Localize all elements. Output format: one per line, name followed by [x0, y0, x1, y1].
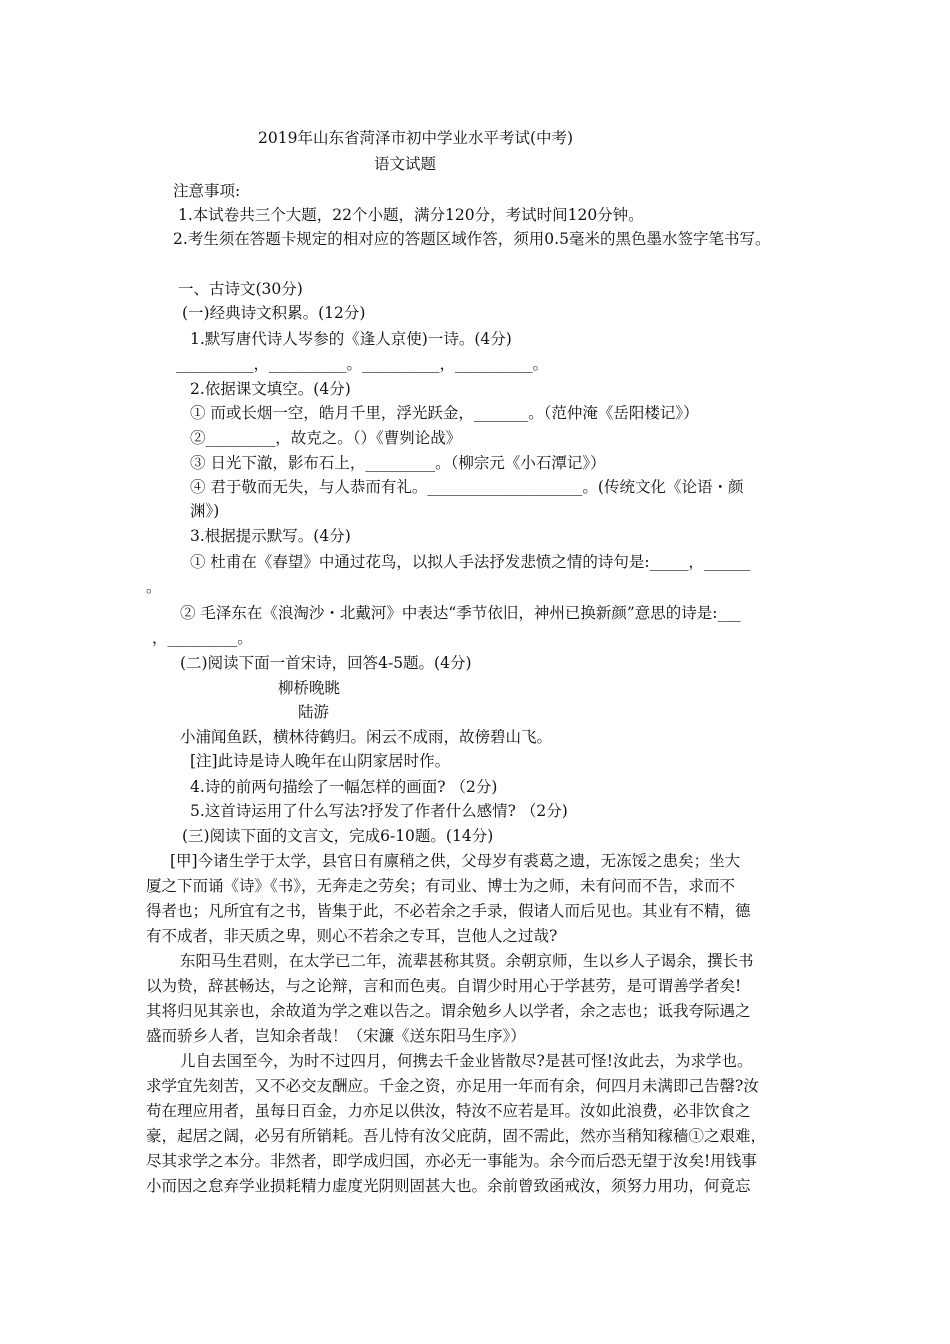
passage-line: 东阳马生君则，在太学已二年，流辈甚称其贤。余朝京师，生以乡人子谒余，撰长书 — [180, 952, 754, 970]
notice-heading: 注意事项: — [173, 182, 241, 200]
question-2-item: ① 而或长烟一空，皓月千里，浮光跃金，_______。（范仲淹《岳阳楼记》） — [190, 404, 699, 422]
poem-text: 小浦闻鱼跃，横林待鹤归。闲云不成雨，故傍碧山飞。 — [180, 728, 553, 746]
question-3-item-end: ，_________。 — [152, 629, 253, 647]
poem-note: [注]此诗是诗人晚年在山阴家居时作。 — [190, 752, 451, 770]
poem-author: 陆游 — [298, 703, 330, 721]
question-2: 2.依据课文填空。(4分) — [190, 380, 351, 398]
question-2-item: ③ 日光下澈，影布石上，_________。（柳宗元《小石潭记》） — [190, 454, 606, 472]
document-title: 2019年山东省菏泽市初中学业水平考试(中考) — [258, 129, 574, 147]
passage-line: 得者也；凡所宜有之书，皆集于此，不必若余之手录，假诸人而后见也。其业有不精，德 — [146, 902, 751, 920]
passage-line: 豪，起居之阔，必另有所销耗。吾儿恃有汝父庇荫，固不需此，然亦当稍知稼穑①之艰难， — [146, 1127, 767, 1145]
question-3-item: ② 毛泽东在《浪淘沙・北戴河》中表达“季节依旧，神州已换新颜”意思的诗是:___ — [180, 604, 741, 622]
part-heading: (三)阅读下面的文言文，完成6-10题。(14分) — [182, 827, 494, 845]
question-2-item: ④ 君于敬而无失，与人恭而有礼。____________________。(传统文化《论语・颜 — [190, 478, 744, 496]
notice-item: 2.考生须在答题卡规定的相对应的答题区域作答，须用0.5毫米的黑色墨水签字笔书写。 — [173, 230, 771, 248]
document-subtitle: 语文试题 — [374, 155, 437, 173]
passage-line: 以为贽，辞甚畅达，与之论辩，言和而色夷。自谓少时用心于学甚劳，是可谓善学者矣! — [146, 977, 742, 995]
part-heading: (二)阅读下面一首宋诗，回答4-5题。(4分) — [180, 654, 472, 672]
passage-line: 尽其求学之本分。非然者，即学成归国，亦必无一事能为。余今而后恐无望于汝矣!用钱事 — [146, 1152, 757, 1170]
passage-line: 儿自去国至今，为时不过四月，何携去千金业皆散尽?是甚可怪!汝此去，为求学也。 — [180, 1052, 753, 1070]
passage-line: 盛而骄乡人者，岂知余者哉！（宋濂《送东阳马生序》） — [146, 1027, 526, 1045]
passage-line: 有不成者，非天质之卑，则心不若余之专耳，岂他人之过哉? — [146, 927, 558, 945]
question-3: 3.根据提示默写。(4分) — [190, 527, 351, 545]
question-1: 1.默写唐代诗人岑参的《逢人京使)一诗。(4分) — [190, 330, 512, 348]
question-3-item: ① 杜甫在《春望》中通过花鸟，以拟人手法抒发悲愤之情的诗句是:_____，______ — [190, 553, 751, 571]
poem-title: 柳桥晚眺 — [278, 679, 341, 697]
question-2-item: ②_________，故克之。（）《曹刿论战》 — [190, 429, 462, 447]
notice-item: 1.本试卷共三个大题，22个小题，满分120分，考试时间120分钟。 — [178, 206, 644, 224]
passage-line: [甲]今诸生学于太学，县官日有廪稍之供，父母岁有裘葛之遗，无冻馁之患矣；坐大 — [170, 852, 741, 870]
section-heading: 一、古诗文(30分) — [178, 280, 303, 298]
passage-line: 厦之下而诵《诗》《书》，无奔走之劳矣；有司业、博士为之师，未有问而不告，求而不 — [146, 877, 736, 895]
passage-line: 小而因之怠弃学业损耗精力虚度光阴则固甚大也。余前曾致函戒汝，须努力用功，何竟忘 — [146, 1177, 751, 1195]
question-3-item-end: 。 — [146, 578, 162, 596]
question-5: 5.这首诗运用了什么写法?抒发了作者什么感情? （2分) — [190, 802, 568, 820]
passage-line: 苟在理应用者，虽每日百金，力亦足以供汝，特汝不应若是耳。汝如此浪费，必非饮食之 — [146, 1102, 751, 1120]
question-2-item: 渊》) — [190, 502, 220, 520]
part-heading: (一)经典诗文积累。(12分) — [182, 304, 366, 322]
passage-line: 其将归见其亲也，余故道为学之难以告之。谓余勉乡人以学者，余之志也；诋我夸际遇之 — [146, 1002, 751, 1020]
passage-line: 求学宜先刻苦，又不必交友酬应。千金之资，亦足用一年而有余，何四月未满即己告罄?汝 — [146, 1077, 759, 1095]
question-1-blanks: __________，__________。__________，__________。 — [176, 355, 549, 373]
question-4: 4.诗的前两句描绘了一幅怎样的画面? （2分) — [190, 778, 498, 796]
